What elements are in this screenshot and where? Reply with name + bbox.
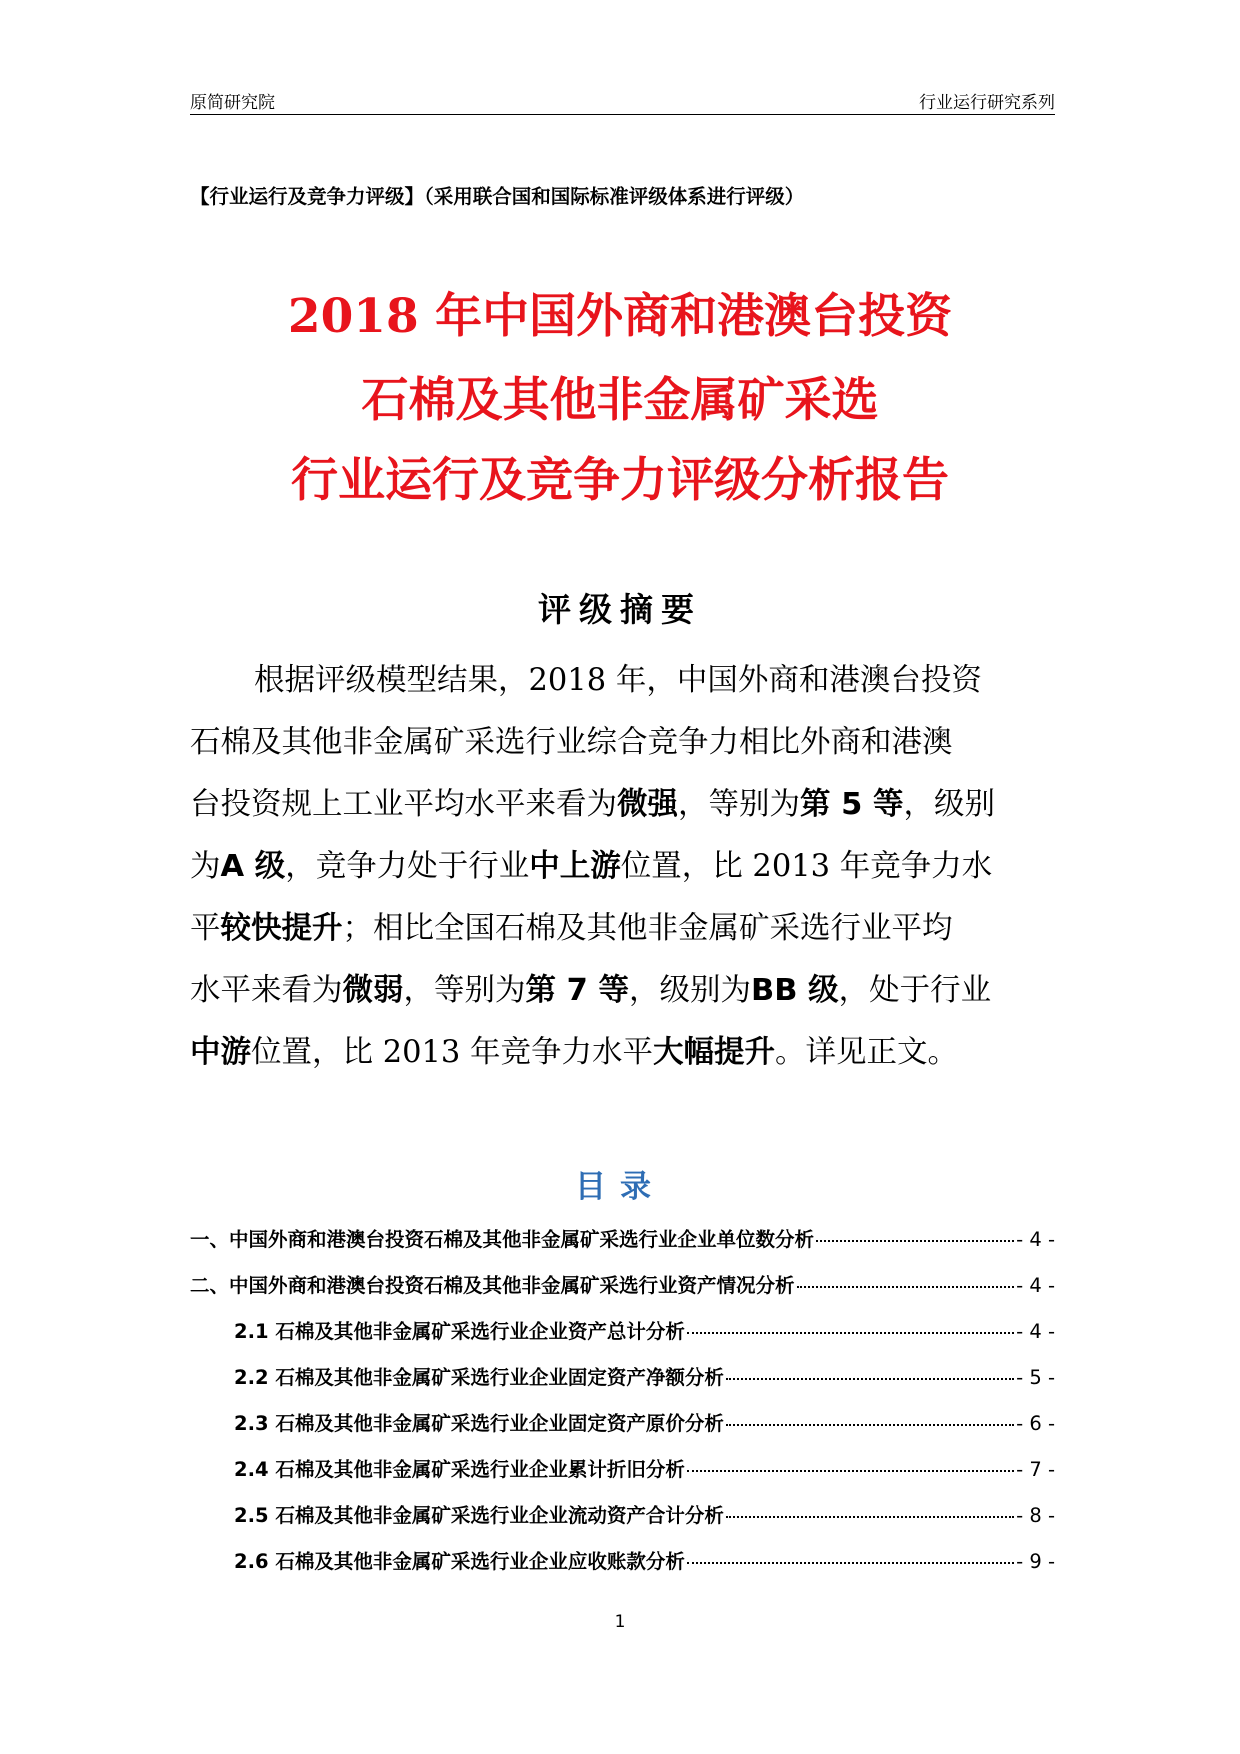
summary-text: 位置，比 2013 年竞争力水平 xyxy=(251,1035,654,1070)
toc-subitem[interactable] xyxy=(190,1408,1055,1454)
summary-text: 台投资规上工业平均水平来看为 xyxy=(190,787,617,822)
toc-subitem[interactable] xyxy=(190,1362,1055,1408)
summary-emphasis: BB 级 xyxy=(750,973,839,1008)
toc-item-text: 2.6 石棉及其他非金属矿采选行业企业应收账款分析 xyxy=(234,1550,685,1573)
summary-line xyxy=(190,898,1055,960)
summary-emphasis: 第 5 等 xyxy=(800,787,904,822)
toc-item-text: 2.2 石棉及其他非金属矿采选行业企业固定资产净额分析 xyxy=(234,1366,724,1389)
summary-emphasis: 中游 xyxy=(190,1035,251,1070)
toc-page-number: - 6 - xyxy=(1016,1412,1055,1435)
summary-emphasis: 第 7 等 xyxy=(525,973,629,1008)
report-title-line-2: 石棉及其他非金属矿采选 xyxy=(361,373,879,428)
summary-text: 。详见正文。 xyxy=(775,1035,959,1070)
table-of-contents xyxy=(190,1224,1055,1592)
header-rule xyxy=(190,114,1055,115)
toc-item[interactable] xyxy=(190,1270,1055,1316)
toc-item[interactable] xyxy=(190,1224,1055,1270)
summary-line xyxy=(190,960,1055,1022)
summary-text: 位置，比 2013 年竞争力水 xyxy=(620,849,993,884)
toc-page-number: - 8 - xyxy=(1016,1504,1055,1527)
report-title-line-1: 2018 年中国外商和港澳台投资 xyxy=(287,289,953,344)
summary-text: 根据评级模型结果，2018 年，中国外商和港澳台投资 xyxy=(254,663,982,698)
header-series: 行业运行研究系列 xyxy=(919,93,1055,113)
toc-subitem[interactable] xyxy=(190,1454,1055,1500)
toc-subitem[interactable] xyxy=(190,1500,1055,1546)
summary-text: ，竞争力处于行业 xyxy=(285,849,530,884)
summary-text: ，级别 xyxy=(903,787,995,822)
summary-emphasis: 大幅提升 xyxy=(653,1035,776,1070)
toc-dot-leader xyxy=(816,1240,1014,1242)
summary-text: ；相比全国石棉及其他非金属矿采选行业平均 xyxy=(342,911,953,946)
summary-emphasis: 微强 xyxy=(617,787,678,822)
toc-page-number: - 9 - xyxy=(1016,1550,1055,1573)
toc-page-number: - 7 - xyxy=(1016,1458,1055,1481)
summary-line xyxy=(190,712,1055,774)
summary-text: 为 xyxy=(190,849,221,884)
rating-tag-line: 【行业运行及竞争力评级】（采用联合国和国际标准评级体系进行评级） xyxy=(190,185,805,208)
toc-dot-leader xyxy=(797,1286,1015,1288)
toc-dot-leader xyxy=(726,1378,1014,1380)
toc-page-number: - 4 - xyxy=(1016,1274,1055,1297)
page-number: 1 xyxy=(614,1612,626,1632)
toc-heading: 目录 xyxy=(575,1169,665,1205)
summary-emphasis: 较快提升 xyxy=(220,911,343,946)
toc-item-text: 2.3 石棉及其他非金属矿采选行业企业固定资产原价分析 xyxy=(234,1412,724,1435)
summary-text: 平 xyxy=(190,911,221,946)
summary-text: ，等别为 xyxy=(678,787,800,822)
summary-text: 水平来看为 xyxy=(190,973,343,1008)
summary-text: ，处于行业 xyxy=(838,973,992,1008)
summary-line xyxy=(190,650,1055,712)
toc-item-text: 2.5 石棉及其他非金属矿采选行业企业流动资产合计分析 xyxy=(234,1504,724,1527)
summary-text: ，级别为 xyxy=(628,973,751,1008)
summary-line xyxy=(190,836,1055,898)
summary-text: 石棉及其他非金属矿采选行业综合竞争力相比外商和港澳 xyxy=(190,725,953,760)
summary-emphasis: A 级 xyxy=(220,849,286,884)
toc-item-text: 2.4 石棉及其他非金属矿采选行业企业累计折旧分析 xyxy=(234,1458,685,1481)
report-title-line-3: 行业运行及竞争力评级分析报告 xyxy=(291,453,949,508)
toc-page-number: - 4 - xyxy=(1016,1320,1055,1343)
toc-page-number: - 4 - xyxy=(1016,1228,1055,1251)
summary-emphasis: 微弱 xyxy=(342,973,404,1008)
summary-line xyxy=(190,1022,1055,1084)
toc-item-text: 2.1 石棉及其他非金属矿采选行业企业资产总计分析 xyxy=(234,1320,685,1343)
summary-text: ，等别为 xyxy=(403,973,526,1008)
toc-dot-leader xyxy=(687,1470,1014,1472)
summary-heading: 评级摘要 xyxy=(538,590,702,629)
toc-item-text: 二、中国外商和港澳台投资石棉及其他非金属矿采选行业资产情况分析 xyxy=(190,1274,795,1297)
toc-dot-leader xyxy=(726,1516,1014,1518)
toc-dot-leader xyxy=(687,1332,1014,1334)
page-header xyxy=(190,86,1055,116)
toc-dot-leader xyxy=(726,1424,1014,1426)
toc-dot-leader xyxy=(687,1562,1014,1564)
toc-subitem[interactable] xyxy=(190,1316,1055,1362)
toc-page-number: - 5 - xyxy=(1016,1366,1055,1389)
toc-item-text: 一、中国外商和港澳台投资石棉及其他非金属矿采选行业企业单位数分析 xyxy=(190,1228,815,1251)
summary-paragraph xyxy=(190,650,1055,1084)
header-organization: 原简研究院 xyxy=(190,93,275,113)
toc-subitem[interactable] xyxy=(190,1546,1055,1592)
summary-emphasis: 中上游 xyxy=(529,849,621,884)
summary-line xyxy=(190,774,1055,836)
